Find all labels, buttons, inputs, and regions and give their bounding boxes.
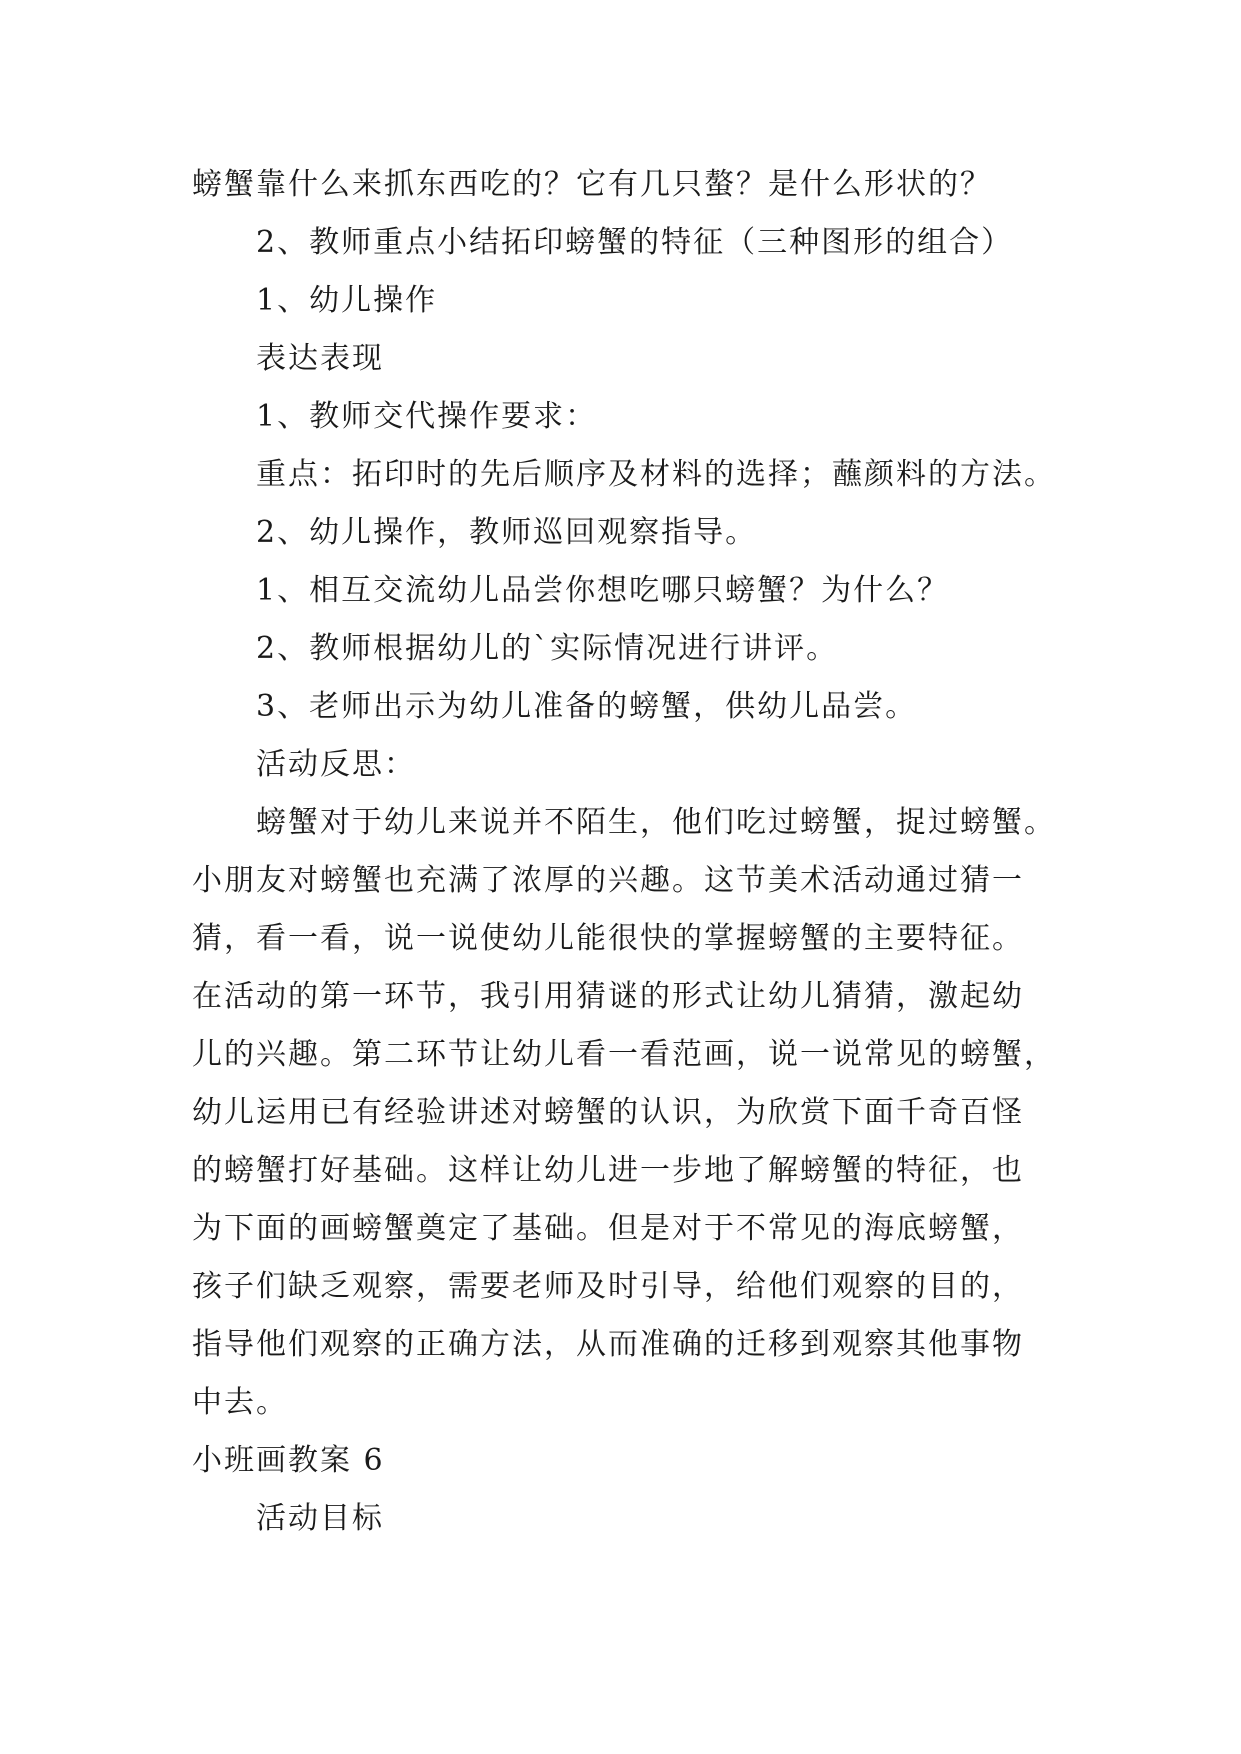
text-line: 重点：拓印时的先后顺序及材料的选择；蘸颜料的方法。 [256, 457, 1056, 492]
text-line: 1、教师交代操作要求： [256, 399, 598, 434]
paragraph-line: 小朋友对螃蟹也充满了浓厚的兴趣。这节美术活动通过猜一 [192, 863, 1024, 898]
paragraph-line: 儿的兴趣。第二环节让幼儿看一看范画，说一说常见的螃蟹， [192, 1037, 1056, 1072]
section-heading: 活动目标 [256, 1501, 384, 1536]
text-line: 2、幼儿操作，教师巡回观察指导。 [256, 515, 758, 550]
paragraph-line: 在活动的第一环节，我引用猜谜的形式让幼儿猜猜，激起幼 [192, 979, 1024, 1014]
text-line: 2、教师重点小结拓印螃蟹的特征（三种图形的组合） [256, 225, 1014, 260]
paragraph-line: 中去。 [192, 1385, 288, 1420]
paragraph-line: 指导他们观察的正确方法，从而准确的迁移到观察其他事物 [192, 1327, 1024, 1362]
text-line: 3、老师出示为幼儿准备的螃蟹，供幼儿品尝。 [256, 689, 918, 724]
paragraph-line: 猜，看一看，说一说使幼儿能很快的掌握螃蟹的主要特征。 [192, 921, 1024, 956]
text-line: 1、相互交流幼儿品尝你想吃哪只螃蟹？为什么？ [256, 573, 950, 608]
paragraph-line: 螃蟹对于幼儿来说并不陌生，他们吃过螃蟹，捉过螃蟹。 [256, 805, 1056, 840]
paragraph-line: 幼儿运用已有经验讲述对螃蟹的认识，为欣赏下面千奇百怪 [192, 1095, 1024, 1130]
section-heading: 活动反思： [256, 747, 416, 782]
section-heading: 表达表现 [256, 341, 384, 376]
paragraph-line: 为下面的画螃蟹奠定了基础。但是对于不常见的海底螃蟹， [192, 1211, 1024, 1246]
paragraph-line: 孩子们缺乏观察，需要老师及时引导，给他们观察的目的， [192, 1269, 1024, 1304]
document-title: 小班画教案 6 [192, 1443, 385, 1478]
text-line: 2、教师根据幼儿的`实际情况进行讲评。 [256, 631, 839, 666]
text-line: 螃蟹靠什么来抓东西吃的？它有几只螯？是什么形状的？ [192, 167, 992, 202]
paragraph-line: 的螃蟹打好基础。这样让幼儿进一步地了解螃蟹的特征，也 [192, 1153, 1024, 1188]
text-line: 1、幼儿操作 [256, 283, 438, 318]
